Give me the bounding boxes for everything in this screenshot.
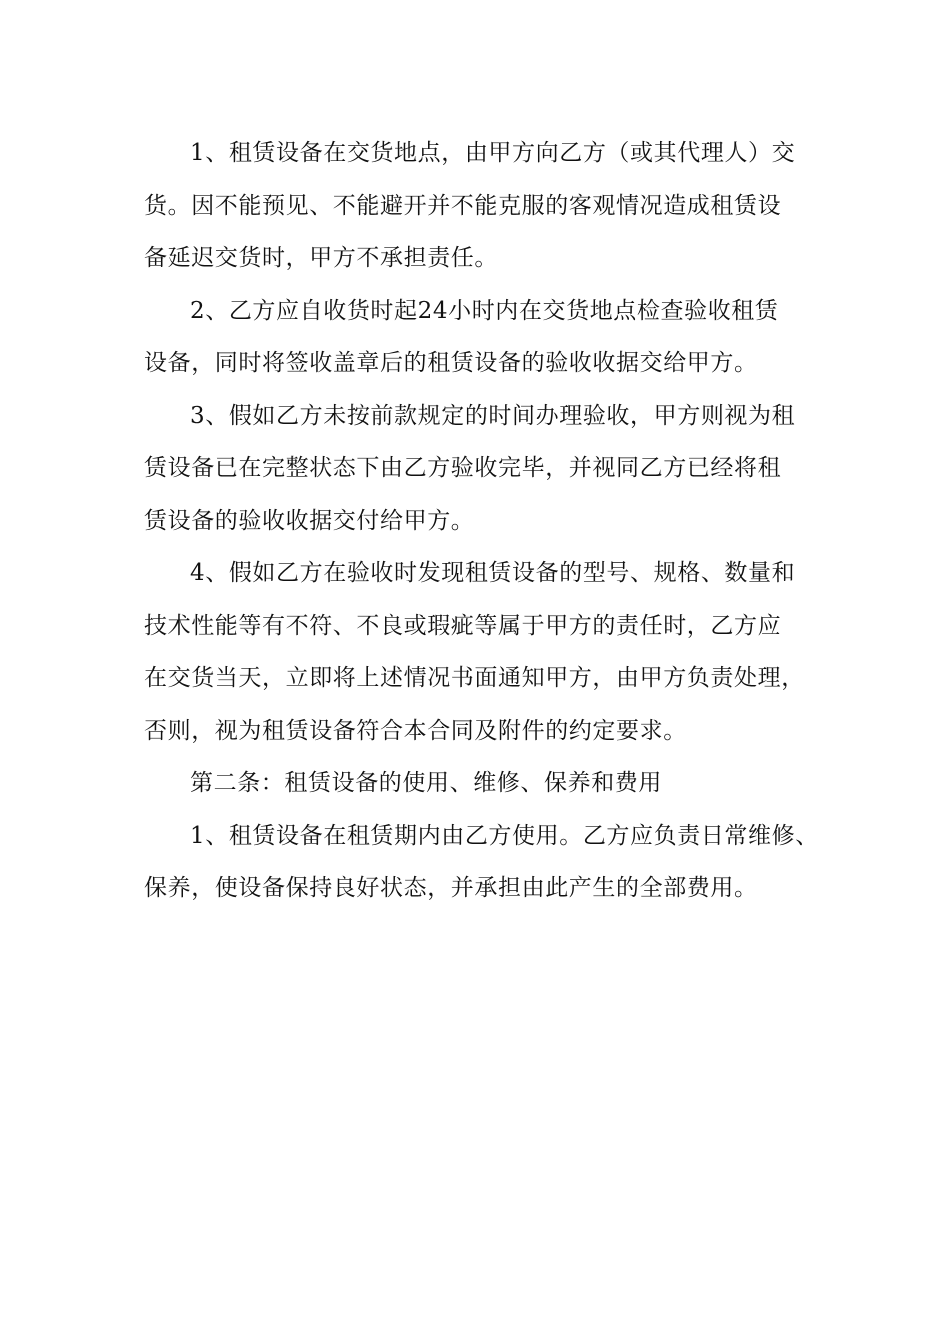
paragraph-1-line-2: 货。因不能预见、不能避开并不能克服的客观情况造成租赁设 <box>144 192 782 219</box>
section-heading-article-2: 第二条：租赁设备的使用、维修、保养和费用 <box>190 770 662 796</box>
document-body <box>144 130 834 918</box>
paragraph-3-line-2: 赁设备已在完整状态下由乙方验收完毕，并视同乙方已经将租 <box>144 455 782 481</box>
paragraph-4-line-2: 技术性能等有不符、不良或瑕疵等属于甲方的责任时，乙方应 <box>144 612 782 639</box>
paragraph-5-line-2: 保养，使设备保持良好状态，并承担由此产生的全部费用。 <box>144 875 758 901</box>
paragraph-3-line-1: 3、假如乙方未按前款规定的时间办理验收，甲方则视为租 <box>190 402 796 429</box>
paragraph-5-line-1: 1、租赁设备在租赁期内由乙方使用。乙方应负责日常维修、 <box>190 822 819 849</box>
paragraph-2-line-2: 设备，同时将签收盖章后的租赁设备的验收收据交给甲方。 <box>144 350 758 376</box>
paragraph-4-line-3: 在交货当天，立即将上述情况书面通知甲方，由甲方负责处理， <box>144 665 805 691</box>
paragraph-4-line-4: 否则，视为租赁设备符合本合同及附件的约定要求。 <box>144 717 687 744</box>
paragraph-1-line-3: 备延迟交货时，甲方不承担责任。 <box>144 245 498 271</box>
paragraph-2-line-1: 2、乙方应自收货时起24小时内在交货地点检查验收租赁 <box>190 297 779 324</box>
paragraph-4-line-1: 4、假如乙方在验收时发现租赁设备的型号、规格、数量和 <box>190 560 796 586</box>
paragraph-1-line-1: 1、租赁设备在交货地点，由甲方向乙方（或其代理人）交 <box>190 140 796 166</box>
paragraph-3-line-3: 赁设备的验收收据交付给甲方。 <box>144 507 475 534</box>
